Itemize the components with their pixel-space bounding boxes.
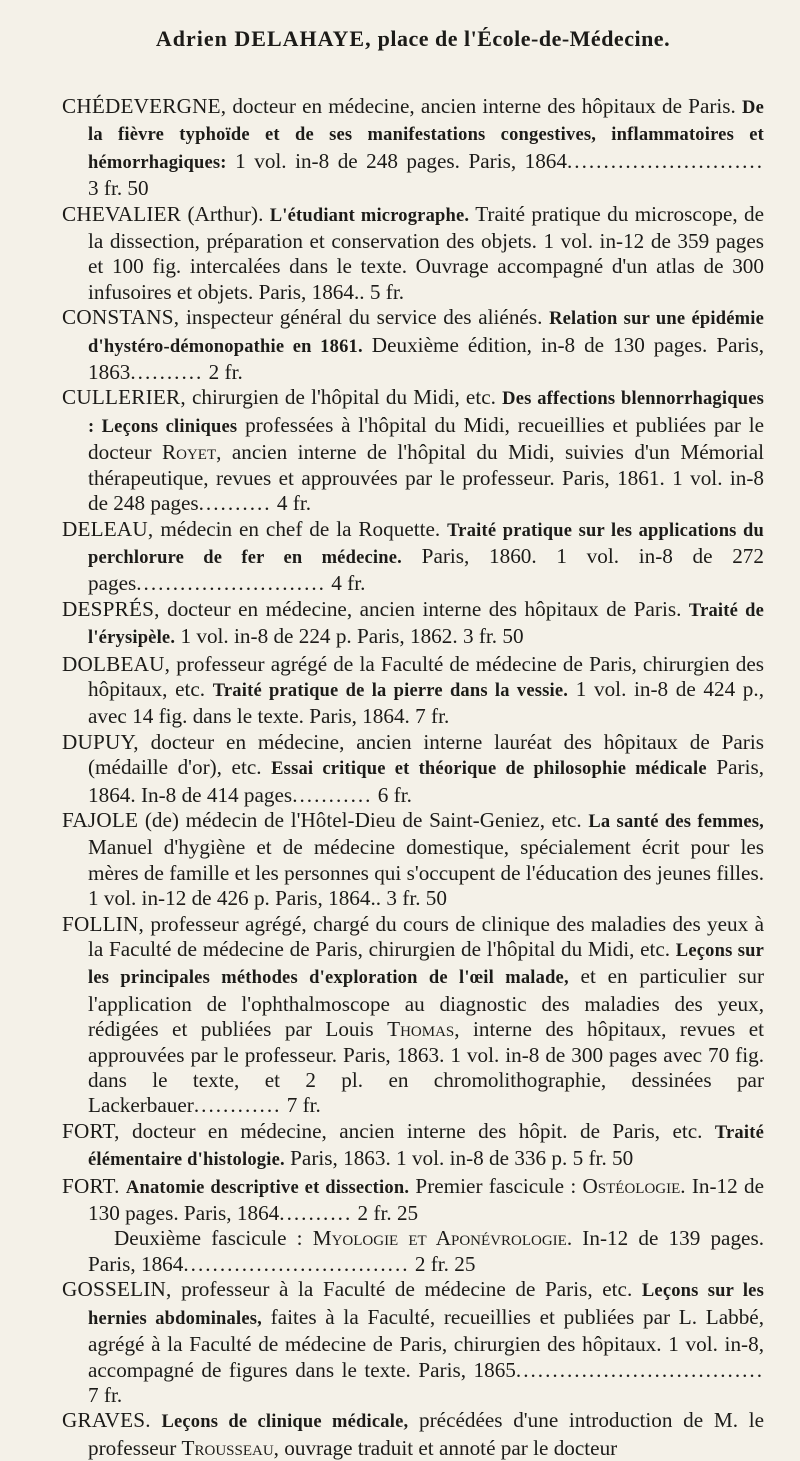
entry-description: et en particulier sur l'application de l'ophthalmoscope au diagnostic des maladies des yeux, rédigées et publiées par Louis	[88, 964, 765, 1042]
entry-author: FAJOLE	[62, 807, 139, 832]
entry-description: professées à l'hôpital du Midi, recueillies et publiées par le docteur	[88, 412, 764, 465]
entry-title: Leçons de clinique médicale,	[161, 1412, 409, 1433]
entry-author-details: (Arthur).	[181, 201, 270, 226]
entry-author-details: professeur à la Faculté de médecine de Paris, etc.	[171, 1277, 642, 1302]
entry-leader-dots: ..........	[198, 491, 272, 516]
entry-price: 7 fr.	[88, 1382, 123, 1407]
publisher-header	[62, 0, 764, 60]
entry-leader-dots: ..........................	[136, 571, 326, 596]
publisher-name: Adrien DELAHAYE,	[155, 26, 372, 51]
book-entry	[62, 385, 764, 516]
book-list	[62, 94, 764, 1461]
entry-author-details: docteur en médecine, ancien interne des hôpit. de Paris, etc.	[119, 1118, 715, 1143]
entry-description: Deuxième édition, in-8 de 130 pages. Paris, 1863	[88, 332, 764, 385]
entry-name-smallcaps: Thomas	[387, 1017, 455, 1042]
book-entry	[62, 652, 764, 730]
book-entry	[62, 597, 764, 652]
entry-author: DELEAU,	[62, 516, 154, 541]
book-entry	[62, 730, 764, 808]
entry-description-continued: . In-12 de 139 pages. Paris, 1864	[88, 1226, 764, 1276]
entry-price: 3 fr. 50	[88, 176, 149, 201]
entry-leader-dots: ...........	[292, 782, 373, 807]
entry-price: 7 fr.	[286, 1093, 321, 1118]
book-entry	[62, 94, 764, 202]
entry-author-details: chirurgien de l'hôpital du Midi, etc.	[185, 385, 503, 410]
entry-title: Leçons sur les hernies abdominales,	[88, 1281, 764, 1329]
entry-author-details	[151, 1408, 162, 1432]
entry-price: 4 fr.	[331, 571, 366, 596]
entry-name-smallcaps: Trousseau	[181, 1435, 274, 1460]
book-entry	[62, 1277, 764, 1408]
entry-author: GRAVES.	[62, 1408, 151, 1433]
entry-author-details: médecin en chef de la Roquette.	[153, 516, 448, 541]
entry-author-details: inspecteur général du service des aliénés.	[179, 305, 550, 330]
entry-price: 4 fr.	[276, 491, 312, 516]
entry-description-continued: , ouvrage traduit et annoté par le docteur	[273, 1435, 618, 1460]
entry-title: Essai critique et théorique de philosophie médicale	[271, 759, 707, 780]
entry-description-continued: , ancien interne de l'hôpital du Midi, suivies d'un Mémorial thérapeutique, revues et approuvées par le professeur. Paris, 1861. 1 vol. in-8 de 248 pages	[88, 440, 764, 516]
book-entry-continuation	[62, 1226, 764, 1277]
book-entry	[62, 517, 764, 597]
entry-price: 5 fr.	[369, 279, 405, 304]
entry-author-details: docteur en médecine, ancien interne lauréat des hôpitaux de Paris (médaille d'or), etc.	[88, 729, 764, 780]
entry-description: 1 vol. in-8 de 424 p., avec 14 fig. dans le texte. Paris, 1864.	[88, 676, 764, 729]
entry-author: FORT.	[62, 1173, 120, 1198]
entry-price: 5 fr. 50	[572, 1146, 634, 1171]
entry-author-details: docteur en médecine, ancien interne des hôpitaux de Paris.	[159, 596, 689, 621]
entry-price: 2 fr.	[208, 360, 243, 385]
entry-title: Traité pratique de la pierre dans la vessie.	[212, 680, 569, 701]
entry-title: Des affections blennorrhagiques : Leçons cliniques	[88, 389, 765, 437]
entry-description: faites à la Faculté, recueillies et publiées par L. Labbé, agrégé à la Faculté de médecine de Paris, chirurgien des hôpitaux. 1 vol. in-8, accompagné de figures dans le texte. Paris, 1865	[88, 1304, 764, 1382]
entry-author: DOLBEAU,	[62, 651, 171, 676]
book-entry	[62, 808, 764, 912]
entry-author: GOSSELIN,	[62, 1277, 172, 1302]
entry-description: Paris, 1863. 1 vol. in-8 de 336 p.	[284, 1146, 573, 1171]
entry-author-details: (de) médecin de l'Hôtel-Dieu de Saint-Geniez, etc.	[138, 807, 589, 832]
entry-price: 2 fr. 25	[357, 1201, 419, 1226]
entry-description: Premier fascicule :	[409, 1173, 583, 1198]
entry-leader-dots: ...........................	[566, 148, 764, 173]
book-entry	[62, 202, 764, 306]
entry-description-continued: . In-12 de 130 pages. Paris, 1864	[88, 1173, 765, 1226]
entry-price: 7 fr.	[415, 704, 450, 729]
book-entry	[62, 1174, 764, 1227]
entry-author: FORT,	[62, 1118, 120, 1143]
entry-author: CHEVALIER	[62, 201, 182, 226]
entry-price: 6 fr.	[377, 782, 412, 807]
entry-title: Traité de l'érysipèle.	[88, 600, 764, 649]
entry-leader-dots: ............	[193, 1093, 282, 1118]
entry-price: 3 fr. 50	[462, 624, 524, 649]
entry-author: FOLLIN,	[62, 911, 145, 936]
book-entry	[62, 305, 764, 385]
entry-title: Anatomie descriptive et dissection.	[125, 1177, 410, 1198]
entry-price: 2 fr. 25	[414, 1251, 476, 1276]
entry-leader-dots: ..................................	[515, 1357, 764, 1382]
entry-leader-dots: ...............................	[183, 1251, 410, 1276]
book-entry	[62, 912, 764, 1119]
entry-title: Traité élémentaire d'histologie.	[88, 1122, 764, 1171]
entry-author: CULLERIER,	[62, 385, 186, 410]
entry-description: 1 vol. in-8 de 224 p. Paris, 1862.	[175, 624, 463, 649]
entry-description-continued: , interne des hôpitaux, revues et approuvées par le professeur. Paris, 1863. 1 vol. in-8 de 300 pages avec 70 fig. dans le texte, et 2 pl. en chromolithographie, dessinées par Lackerbauer	[88, 1017, 764, 1118]
entry-author: DESPRÉS,	[62, 596, 160, 621]
entry-name-smallcaps: Myologie et Aponévrologie	[312, 1226, 567, 1251]
entry-author: DUPUY,	[62, 729, 139, 754]
entry-title: Leçons sur les principales méthodes d'exploration de l'œil malade,	[88, 941, 765, 989]
entry-description: Manuel d'hygiène et de médecine domestique, spécialement écrit pour les mères de famille et les personnes qui s'occupent de l'éducation des jeunes filles. 1 vol. in-12 de 426 p. Paris, 1864..	[88, 835, 764, 911]
entry-description: Paris, 1860. 1 vol. in-8 de 272 pages	[88, 543, 764, 596]
entry-leader-dots: ..........	[279, 1201, 353, 1226]
entry-title: Traité pratique sur les applications du perchlorure de fer en médecine.	[88, 520, 764, 568]
entry-description: Traité pratique du microscope, de la dissection, préparation et conservation des objets. 1 vol. in-12 de 359 pages et 100 fig. intercalées dans le texte. Ouvrage accompagné d'un atlas de 300 infusoires et objets. Paris, 1864..	[88, 201, 764, 304]
entry-author: CHÉDEVERGNE,	[62, 94, 227, 118]
entry-price: 3 fr. 50	[386, 886, 447, 911]
entry-description: Paris, 1864. In-8 de 414 pages	[88, 755, 765, 807]
entry-author-details: professeur agrégé de la Faculté de médecine de Paris, chirurgien des hôpitaux, etc.	[88, 651, 764, 701]
entry-author: CONSTANS,	[62, 305, 180, 330]
book-entry	[62, 1119, 764, 1174]
entry-title: De la fièvre typhoïde et de ses manifestations congestives, inflammatoires et hémorrhagiques:	[88, 98, 764, 173]
entry-title: L'étudiant micrographe.	[269, 205, 470, 226]
entry-name-smallcaps: Ostéologie	[582, 1173, 681, 1198]
entry-leader-dots: ..........	[130, 360, 204, 385]
book-entry	[62, 1408, 764, 1461]
entry-author-details: professeur agrégé, chargé du cours de clinique des maladies des yeux à la Faculté de médecine de Paris, chirurgien de l'hôpital du Midi, etc.	[88, 911, 764, 961]
entry-description: Deuxième fascicule :	[114, 1226, 313, 1251]
entry-name-smallcaps: Royet	[162, 440, 217, 465]
entry-title: La santé des femmes,	[588, 811, 764, 832]
entry-title: Relation sur une épidémie d'hystéro-démonopathie en 1861.	[88, 309, 764, 357]
entry-author-details: docteur en médecine, ancien interne des hôpitaux de Paris.	[226, 94, 743, 118]
publisher-address: place de l'École-de-Médecine.	[377, 26, 671, 51]
entry-description: 1 vol. in-8 de 248 pages. Paris, 1864	[226, 148, 567, 173]
entry-description: précédées d'une introduction de M. le professeur	[88, 1408, 764, 1460]
